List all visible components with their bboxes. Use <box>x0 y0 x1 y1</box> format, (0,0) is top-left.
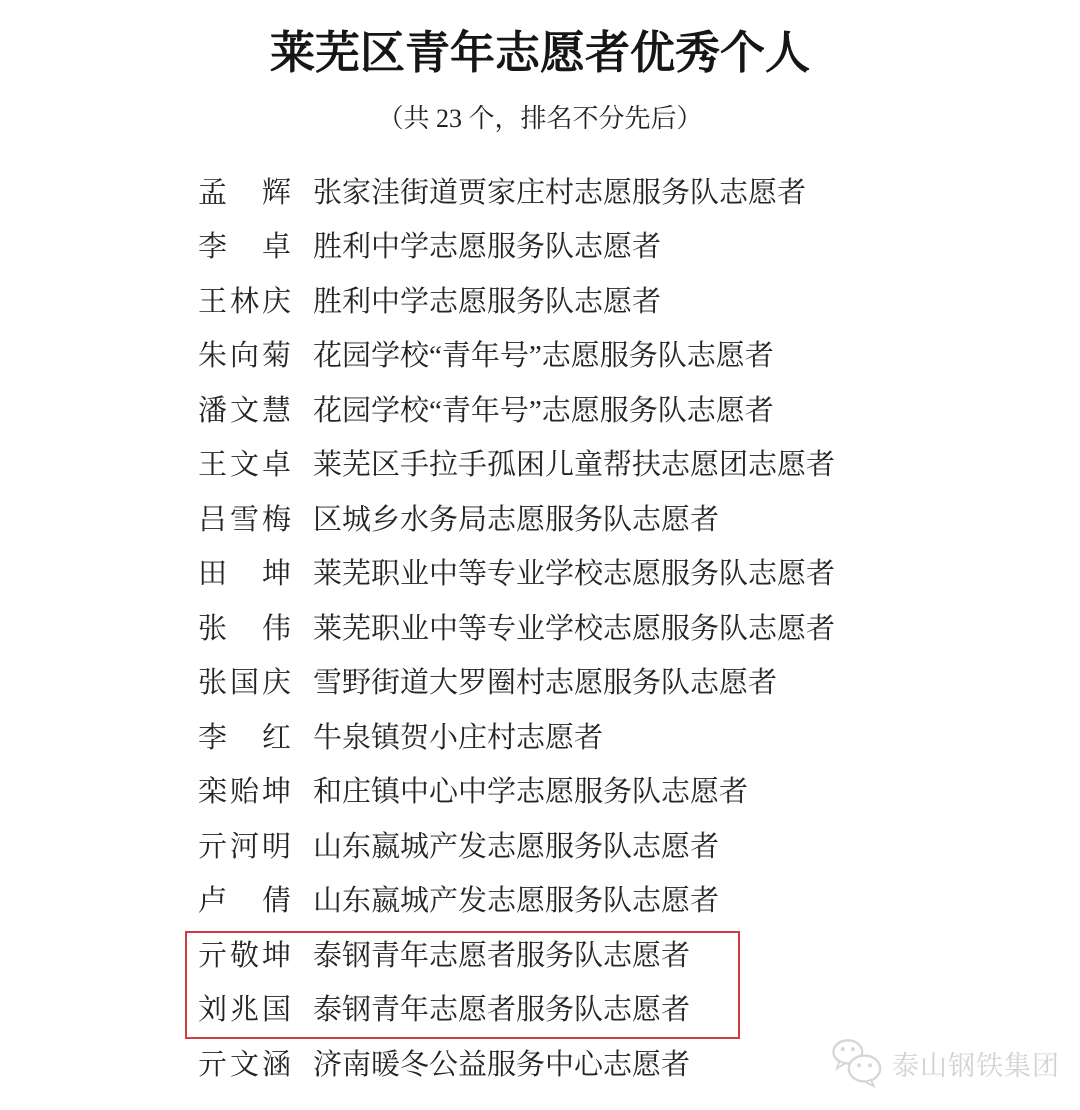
volunteer-affiliation: 胜利中学志愿服务队志愿者 <box>313 285 662 318</box>
list-item <box>198 654 835 709</box>
volunteer-affiliation: 莱芜职业中等专业学校志愿服务队志愿者 <box>313 558 836 591</box>
list-item <box>198 545 835 600</box>
volunteer-name: 栾贻坤 <box>198 776 291 809</box>
volunteer-name: 卢倩 <box>198 885 291 918</box>
list-item <box>198 1035 835 1090</box>
volunteer-name: 亓敬坤 <box>198 939 291 972</box>
volunteer-affiliation: 雪野街道大罗圈村志愿服务队志愿者 <box>313 667 778 700</box>
list-item <box>198 327 835 382</box>
volunteer-affiliation: 泰钢青年志愿者服务队志愿者 <box>313 994 691 1027</box>
list-item <box>198 817 835 872</box>
volunteer-name: 亓河明 <box>198 830 291 863</box>
list-item <box>198 163 835 218</box>
volunteer-name: 亓文涵 <box>198 1048 291 1081</box>
volunteer-affiliation: 山东嬴城产发志愿服务队志愿者 <box>313 830 720 863</box>
volunteer-name: 吕雪梅 <box>198 503 291 536</box>
volunteer-name: 李红 <box>198 721 291 754</box>
volunteer-affiliation: 山东嬴城产发志愿服务队志愿者 <box>313 885 720 918</box>
watermark <box>830 1038 1060 1088</box>
volunteer-name: 王林庆 <box>198 285 291 318</box>
volunteer-affiliation: 济南暖冬公益服务中心志愿者 <box>313 1048 691 1081</box>
volunteer-affiliation: 莱芜区手拉手孤困儿童帮扶志愿团志愿者 <box>313 449 836 482</box>
list-item <box>198 218 835 273</box>
volunteer-name: 王文卓 <box>198 449 291 482</box>
volunteer-affiliation: 张家洼街道贾家庄村志愿服务队志愿者 <box>313 176 807 209</box>
volunteer-affiliation: 牛泉镇贺小庄村志愿者 <box>313 721 604 754</box>
list-item <box>198 599 835 654</box>
list-item <box>198 381 835 436</box>
volunteer-name: 田坤 <box>198 558 291 591</box>
volunteer-name: 刘兆国 <box>198 994 291 1027</box>
volunteer-affiliation: 花园学校“青年号”志愿服务队志愿者 <box>313 340 774 373</box>
list-item <box>198 926 835 981</box>
volunteer-list <box>198 163 835 1090</box>
volunteer-name: 李卓 <box>198 231 291 264</box>
list-item <box>198 708 835 763</box>
volunteer-affiliation: 区城乡水务局志愿服务队志愿者 <box>313 503 720 536</box>
watermark-text: 泰山钢铁集团 <box>892 1050 1060 1081</box>
volunteer-affiliation: 胜利中学志愿服务队志愿者 <box>313 231 662 264</box>
volunteer-affiliation: 莱芜职业中等专业学校志愿服务队志愿者 <box>313 612 836 645</box>
volunteer-affiliation: 和庄镇中心中学志愿服务队志愿者 <box>313 776 749 809</box>
list-item <box>198 272 835 327</box>
list-item <box>198 436 835 491</box>
volunteer-name: 张伟 <box>198 612 291 645</box>
list-item <box>198 490 835 545</box>
volunteer-name: 孟辉 <box>198 176 291 209</box>
list-item <box>198 872 835 927</box>
list-item <box>198 763 835 818</box>
volunteer-affiliation: 泰钢青年志愿者服务队志愿者 <box>313 939 691 972</box>
volunteer-affiliation: 花园学校“青年号”志愿服务队志愿者 <box>313 394 774 427</box>
list-item <box>198 981 835 1036</box>
volunteer-name: 张国庆 <box>198 667 291 700</box>
page-subtitle: （共 23 个，排名不分先后） <box>377 104 703 133</box>
volunteer-name: 潘文慧 <box>198 394 291 427</box>
wechat-icon <box>830 1038 886 1088</box>
volunteer-name: 朱向菊 <box>198 340 291 373</box>
page-title: 莱芜区青年志愿者优秀个人 <box>269 28 810 78</box>
